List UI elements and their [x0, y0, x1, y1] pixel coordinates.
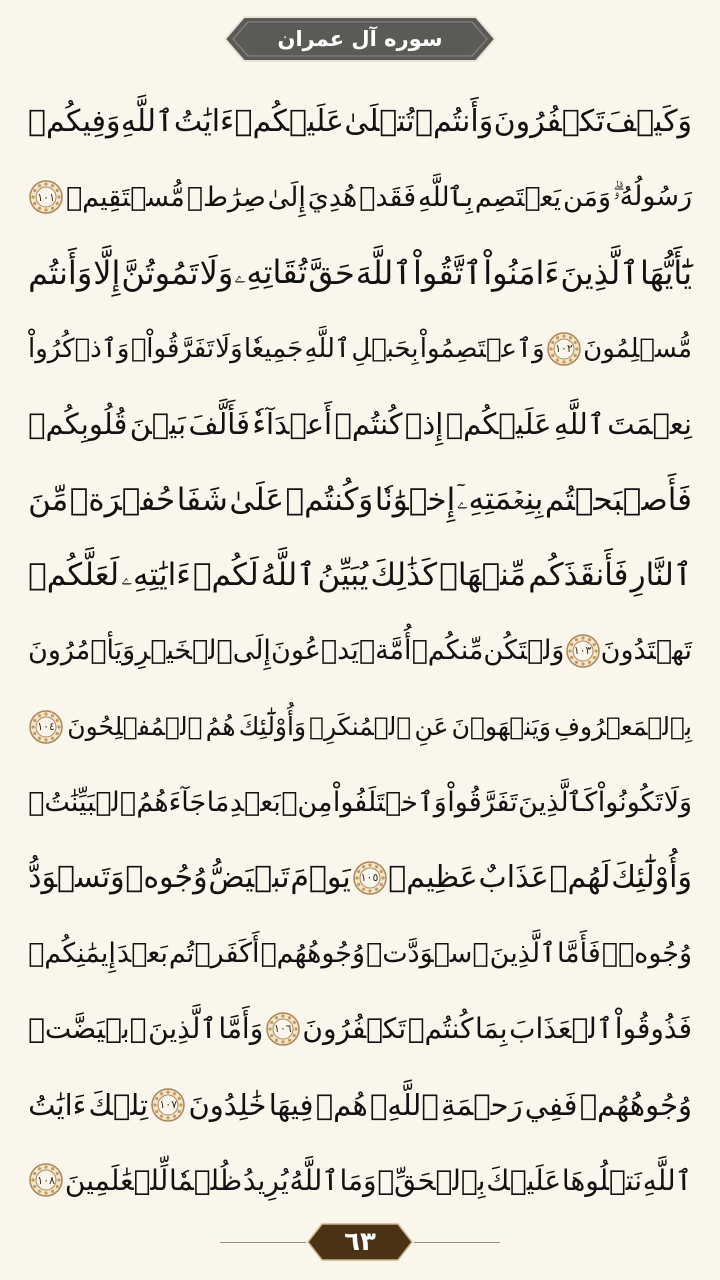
- verse-word: ٱلنَّارِ: [630, 557, 692, 594]
- verse-word: تِلۡكَ: [88, 1087, 149, 1122]
- verse-line: [28, 311, 692, 387]
- verse-word: كَٱلَّذِينَ: [518, 786, 598, 818]
- verse-word: قُلُوبِكُمۡ: [28, 407, 128, 442]
- verse-word: وُجُوهُهُمۡ: [579, 1087, 692, 1122]
- verse-word: وَٱخۡتَلَفُواْ: [332, 786, 447, 818]
- verse-line: [28, 160, 692, 236]
- verse-word: يُبَيِّنُ: [317, 557, 369, 594]
- verse-word: تَبۡيَضُّ: [208, 860, 290, 896]
- verse-word: وَكَيۡفَ: [605, 104, 692, 140]
- verse-word: ٱللَّهَ: [355, 253, 413, 292]
- verse-word: ٱللَّهُ: [289, 1163, 339, 1197]
- verse-word: ٱبۡيَضَّتۡ: [28, 1012, 147, 1046]
- verse-line: [28, 1142, 692, 1218]
- verse-word: تَكۡفُرُونَ: [302, 1012, 407, 1046]
- verse-word: ءَايَٰتُ: [28, 1087, 87, 1122]
- verse-word: تَفَرَّقُواْۚ: [130, 333, 215, 364]
- ayah-number: ١٠٤: [37, 720, 55, 734]
- verse-line: [28, 235, 692, 311]
- verse-word: ٱللَّهِ: [553, 407, 605, 442]
- verse-word: عَذَابٌ: [478, 860, 549, 896]
- verse-word: بَعۡدَ: [116, 937, 168, 969]
- page-number: ٦٣: [344, 1227, 376, 1257]
- footer-rule-right: [414, 1242, 500, 1243]
- verse-word: كَذَٰلِكَ: [370, 557, 438, 594]
- verse-word: فَأَنقَذَكُم: [528, 557, 629, 594]
- verse-word: ظُلۡمٗا: [169, 1163, 243, 1197]
- verse-word: ٱلۡعَذَابَ: [509, 1012, 614, 1046]
- verse-word: أُمَّةٞ: [358, 635, 412, 667]
- verse-word: فَأَمَّا: [556, 937, 601, 969]
- page-number-badge: [306, 1222, 414, 1262]
- verse-line: [28, 840, 692, 916]
- verse-word: مُّسۡلِمُونَ: [583, 333, 692, 364]
- verse-word: إِخۡوَٰنٗا: [374, 481, 456, 518]
- verse-word: وَكُنتُمۡ: [285, 481, 374, 518]
- verse-word: فَأَلَّفَ: [188, 407, 250, 442]
- ayah-number: ١٠٢: [555, 342, 573, 356]
- verse-word: ءَامَنُواْ: [483, 253, 560, 292]
- verse-word: أَكَفَرۡتُم: [168, 937, 260, 969]
- verse-word: مُّسۡتَقِيمٖ: [65, 181, 185, 213]
- verse-word: ٱلَّذِينَ: [489, 937, 556, 969]
- verse-word: فَقَدۡ: [359, 181, 417, 213]
- verse-word: لَعَلَّكُمۡ: [28, 557, 120, 594]
- verse-word: عَلَىٰ: [229, 481, 284, 518]
- verse-word: وَلۡتَكُن: [483, 635, 565, 667]
- verse-word: ٱسۡوَدَّتۡ: [366, 937, 489, 969]
- verse-word: تَكُونُواْ: [597, 786, 664, 818]
- ayah-number: ١٠٦: [273, 1022, 292, 1036]
- verse-word: لَكُمۡ: [192, 557, 259, 594]
- verse-word: بَيۡنَ: [129, 407, 187, 442]
- verse-word: وَتَسۡوَدُّ: [28, 860, 125, 896]
- ayah-number-marker: [28, 709, 64, 745]
- verse-word: تُتۡلَىٰ: [344, 104, 415, 140]
- verse-word: عَنِ: [414, 712, 449, 742]
- verse-word: وَأُوْلَٰٓئِكَ: [238, 712, 307, 742]
- verse-word: فَفِي: [524, 1087, 578, 1122]
- verse-word: وَلَا: [663, 786, 692, 818]
- verse-word: وَمَن: [563, 181, 612, 213]
- page-footer: [0, 1214, 720, 1264]
- verse-word: إِلَّا: [93, 253, 121, 292]
- footer-rule-left: [220, 1242, 306, 1243]
- verse-line: [28, 1067, 692, 1143]
- verse-word: وَمَا: [339, 1163, 377, 1197]
- verse-word: وَٱذۡكُرُواْ: [28, 333, 130, 364]
- verse-word: ءَايَٰتُ: [173, 104, 235, 140]
- verse-word: ٱلۡبَيِّنَٰتُۚ: [28, 786, 136, 818]
- verse-word: وَيَأۡمُرُونَ: [28, 635, 136, 667]
- ayah-number: ١٠٨: [37, 1173, 55, 1187]
- verse-word: مِنۢ: [281, 786, 333, 818]
- verse-word: وَأَنتُمۡ: [415, 104, 494, 140]
- verse-word: كُنتُمۡ: [334, 407, 403, 442]
- verse-word: ٱتَّقُواْ: [413, 253, 483, 292]
- verse-word: وَفِيكُمۡ: [28, 104, 121, 140]
- verse-word: وَٱعۡتَصِمُواْ: [419, 333, 545, 364]
- verse-word: مِّنَ: [28, 481, 69, 518]
- verse-word: ٱللَّهِ: [642, 1163, 692, 1197]
- ayah-number-marker: [565, 633, 601, 669]
- verse-word: هُدِيَ: [307, 181, 358, 213]
- verse-word: ٱللَّهِ: [120, 104, 174, 140]
- verse-word: شَفَا: [176, 481, 228, 518]
- verse-word: تَكۡفُرُونَ: [493, 104, 605, 140]
- verse-word: عَلَيۡكُمۡ: [234, 104, 344, 140]
- verse-word: مِّنكُمۡ: [411, 635, 484, 667]
- verse-line: [28, 613, 692, 689]
- verse-word: وَأَنتُم: [28, 253, 93, 292]
- verse-word: يَوۡمَ: [290, 860, 351, 896]
- verse-word: إِيمَٰنِكُمۡ: [28, 937, 116, 969]
- verse-word: بِمَا: [475, 1012, 508, 1046]
- verse-word: إِذۡ: [404, 407, 444, 442]
- verse-word: وَأَمَّا: [218, 1012, 264, 1046]
- verse-line: [28, 916, 692, 992]
- verse-word: حَقَّ: [308, 253, 355, 292]
- verse-word: بِنِعۡمَتِهِۦٓ: [456, 481, 544, 518]
- ayah-number: ١٠١: [37, 190, 55, 204]
- surah-title: سوره آل عمران: [277, 27, 443, 51]
- verse-word: وَلَا: [215, 333, 243, 364]
- verse-word: ٱلَّذِينَ: [148, 1012, 217, 1046]
- verse-line: [28, 84, 692, 160]
- verse-word: ٱلَّذِينَ: [560, 253, 639, 292]
- verse-word: عَظِيمٞ: [388, 860, 478, 896]
- verse-word: وُجُوهٞۚ: [601, 937, 692, 969]
- verse-word: رَحۡمَةِ: [440, 1087, 523, 1122]
- verse-word: بِحَبۡلِ: [351, 333, 419, 364]
- ayah-number-marker: [150, 1087, 186, 1123]
- verse-word: رَسُولُهُۥۗ: [612, 181, 692, 213]
- verse-line: [28, 764, 692, 840]
- verse-line: [28, 386, 692, 462]
- verse-word: تَمُوتُنَّ: [121, 253, 199, 292]
- verse-word: وَلَا: [199, 253, 234, 292]
- verse-word: بَعۡدِ: [229, 786, 281, 818]
- verse-word: وُجُوهٞ: [125, 860, 208, 896]
- verse-word: تَهۡتَدُونَ: [600, 635, 692, 667]
- verse-word: وُجُوهُهُمۡ: [260, 937, 366, 969]
- verse-word: يَعۡتَصِم: [474, 181, 562, 213]
- verse-word: ٱللَّهِۖ: [369, 1087, 439, 1122]
- verse-word: هُمۡ: [315, 1087, 368, 1122]
- surah-header-banner: [222, 14, 498, 64]
- verse-word: فَأَصۡبَحۡتُم: [544, 481, 692, 518]
- verse-word: تَفَرَّقُواْ: [447, 786, 518, 818]
- ayah-number-marker: [28, 179, 64, 215]
- verse-word: بِٱلۡمَعۡرُوفِ: [554, 712, 692, 742]
- verse-word: ٱلۡمُنكَرِۚ: [309, 712, 412, 742]
- verse-word: إِلَىٰ: [267, 181, 306, 213]
- verse-word: فِيهَا: [268, 1087, 314, 1122]
- verse-word: مِّنۡهَاۗ: [439, 557, 527, 594]
- verse-word: مَا: [206, 786, 230, 818]
- verse-word: ٱللَّهُ: [260, 557, 316, 594]
- ayah-number: ١٠٣: [573, 644, 592, 658]
- verse-word: لَهُمۡ: [549, 860, 611, 896]
- verse-word: أَعۡدَآءٗ: [252, 407, 333, 442]
- verse-word: صِرَٰطٖ: [186, 181, 266, 213]
- verse-word: نِعۡمَتَ: [607, 407, 692, 442]
- verse-line: [28, 538, 692, 614]
- verse-word: ٱللَّهِ: [304, 333, 351, 364]
- verse-word: كُنتُمۡ: [407, 1012, 474, 1046]
- verse-word: وَيَنۡهَوۡنَ: [451, 712, 551, 742]
- verse-word: وَأُوْلَٰٓئِكَ: [611, 860, 692, 896]
- verse-word: خَٰلِدُونَ: [188, 1087, 267, 1122]
- verse-word: تُقَاتِهِۦ: [234, 253, 308, 292]
- verse-line: [28, 462, 692, 538]
- verse-line: [28, 991, 692, 1067]
- verse-word: جَمِيعٗا: [243, 333, 304, 364]
- ayah-number-marker: [265, 1011, 301, 1047]
- verse-line: [28, 689, 692, 765]
- verse-word: عَلَيۡكَ: [486, 1163, 562, 1197]
- ayah-number: ١٠٧: [159, 1098, 178, 1112]
- verse-word: ٱلۡخَيۡرِ: [135, 635, 233, 667]
- ayah-number-marker: [546, 331, 582, 367]
- ayah-number-marker: [28, 1162, 64, 1198]
- verse-word: إِلَى: [232, 635, 271, 667]
- verse-word: هُمُ: [205, 712, 236, 742]
- verse-word: ءَايَٰتِهِۦ: [121, 556, 191, 593]
- ayah-number: ١٠٥: [360, 871, 379, 885]
- verse-word: لِّلۡعَٰلَمِينَ: [64, 1163, 169, 1197]
- verse-word: يُرِيدُ: [242, 1163, 289, 1197]
- verse-word: يَٰٓأَيُّهَا: [639, 253, 692, 292]
- verse-word: بِٱللَّهِ: [417, 181, 473, 213]
- verse-word: بِٱلۡحَقِّۗ: [377, 1163, 486, 1197]
- verse-lines: [28, 84, 692, 1218]
- verse-word: فَذُوقُواْ: [614, 1012, 692, 1046]
- ayah-number-marker: [352, 860, 388, 896]
- verse-word: ٱلۡمُفۡلِحُونَ: [67, 712, 203, 742]
- verse-word: يَدۡعُونَ: [271, 635, 359, 667]
- verse-word: حُفۡرَةٖ: [69, 481, 176, 518]
- verse-word: نَتۡلُوهَا: [561, 1163, 642, 1197]
- verse-word: جَآءَهُمُ: [136, 786, 207, 818]
- verse-word: عَلَيۡكُمۡ: [445, 407, 552, 442]
